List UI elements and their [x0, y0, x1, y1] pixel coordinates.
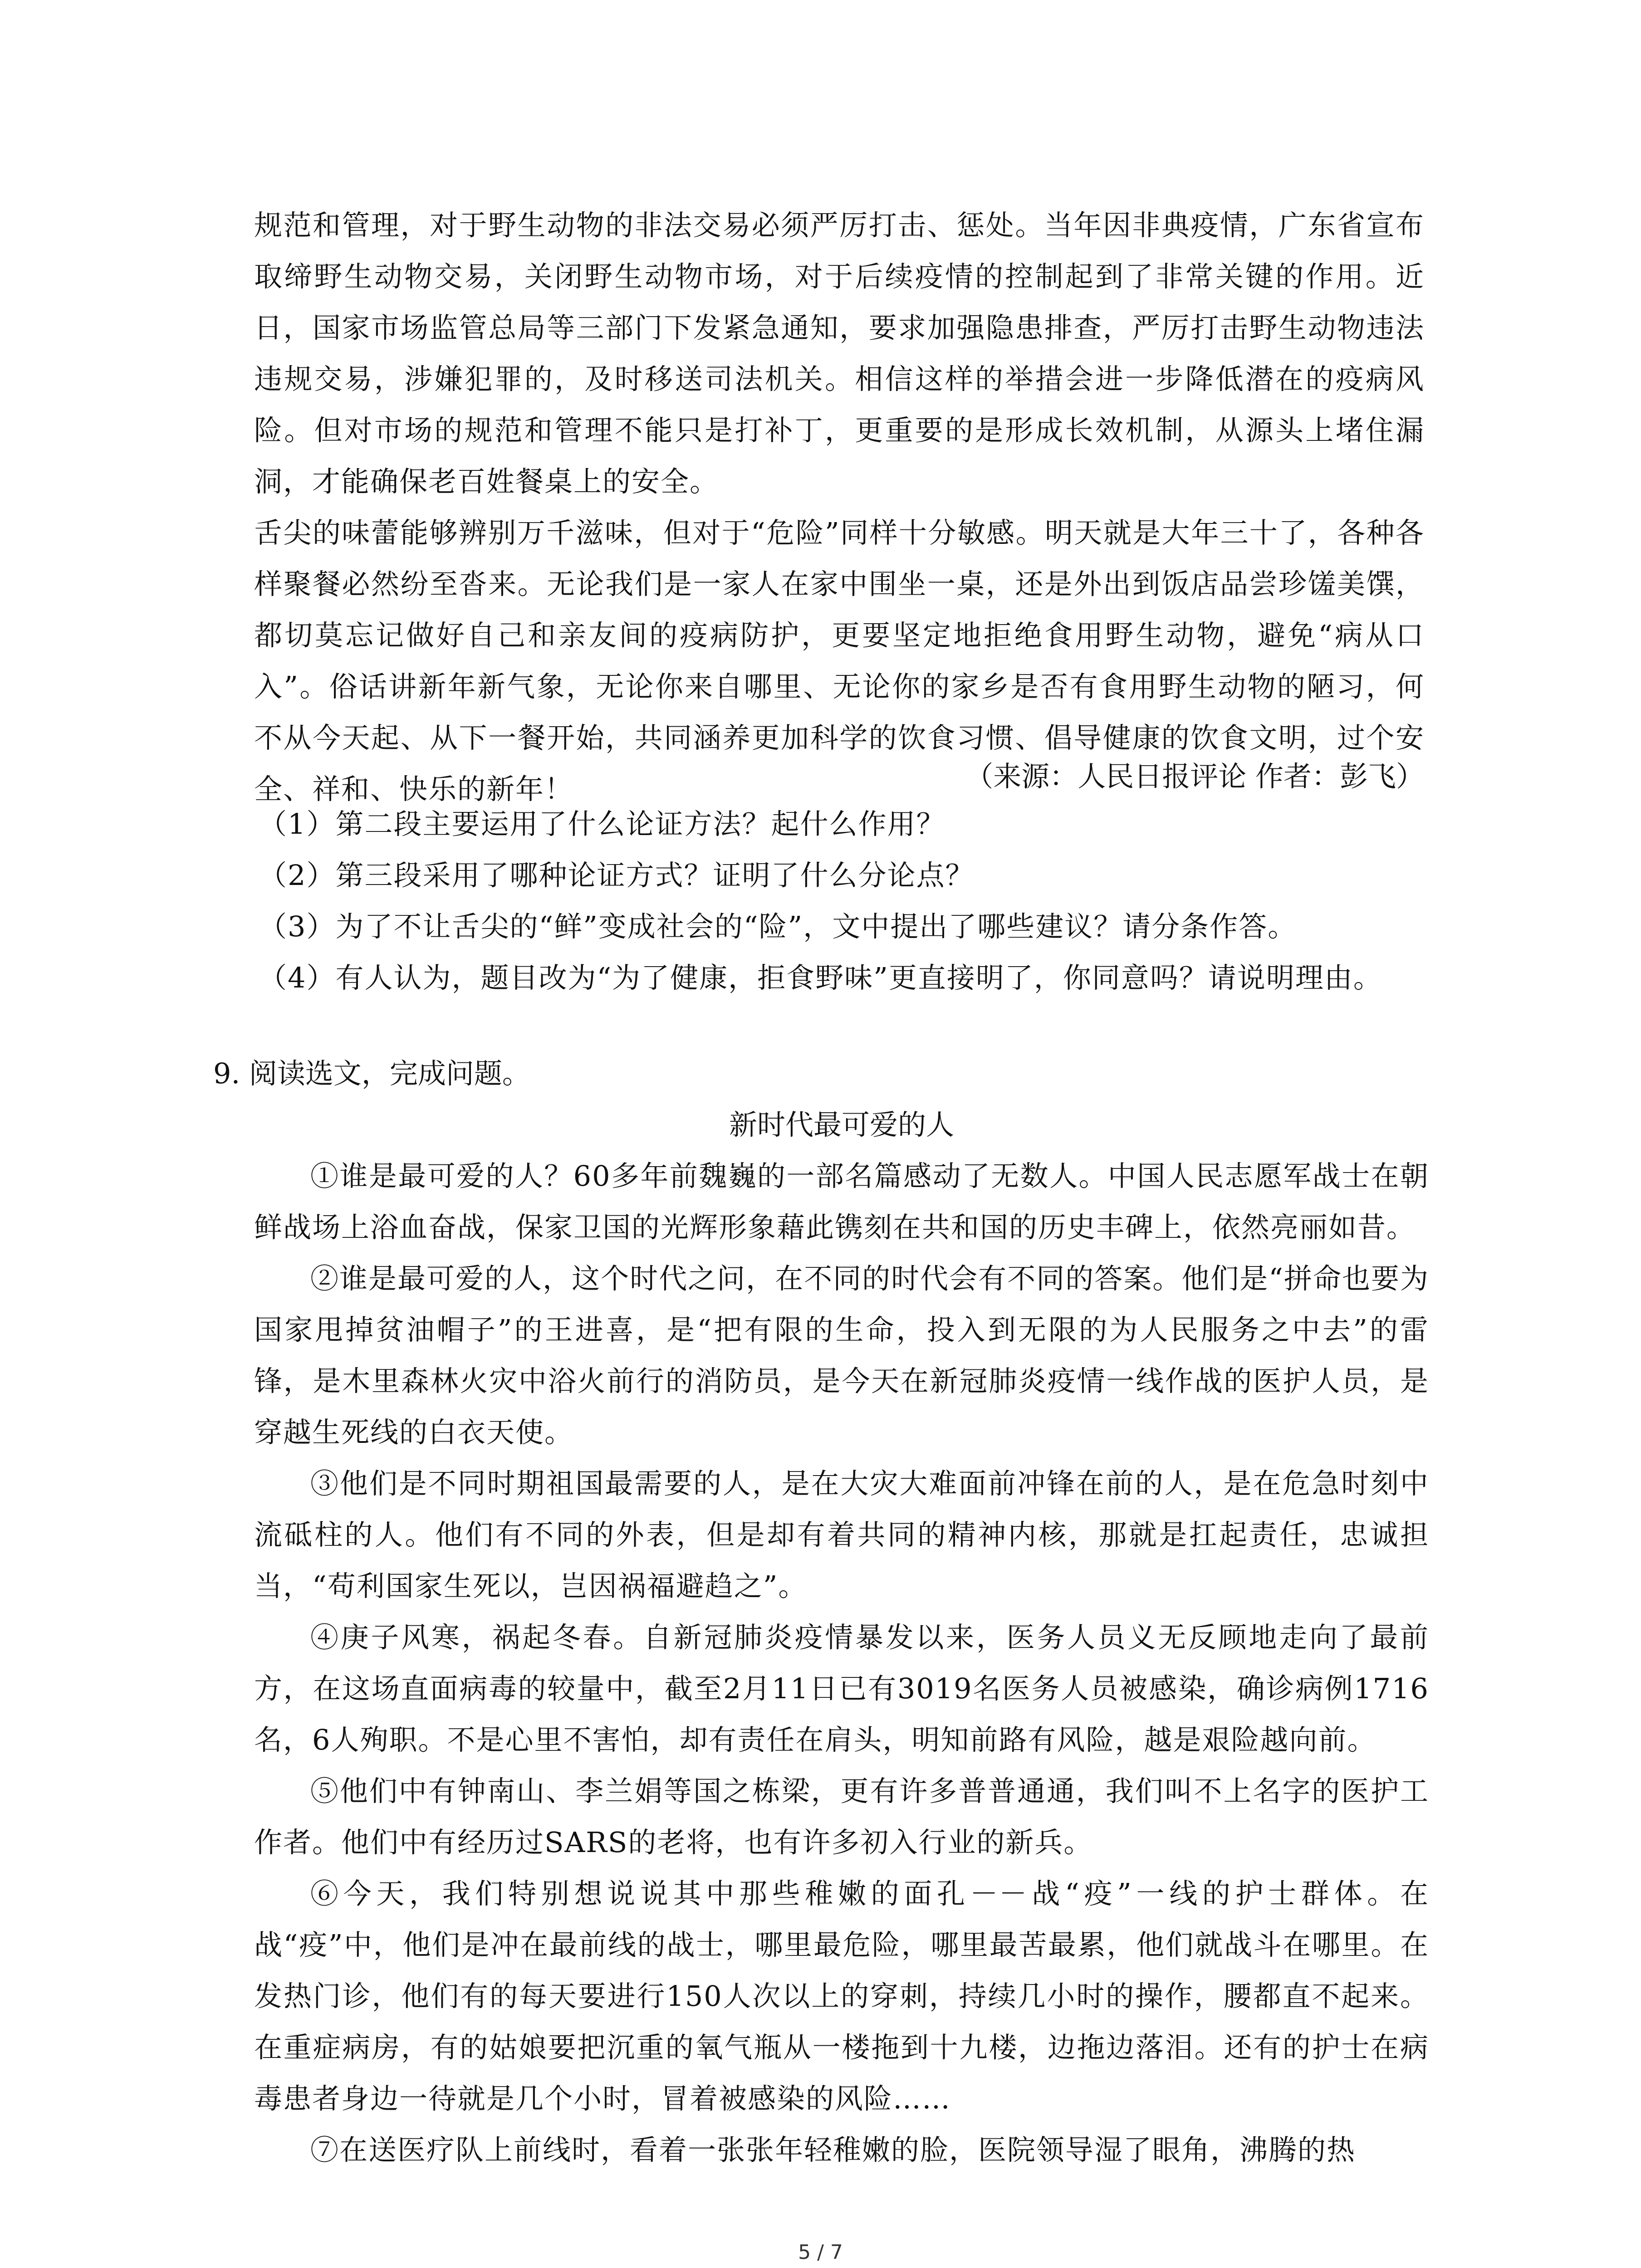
upper-text: [254, 200, 1425, 815]
source-attribution: （来源：人民日报评论 作者：彭飞）: [965, 760, 1424, 793]
paragraph-regulation: 规范和管理，对于野生动物的非法交易必须严厉打击、惩处。当年因非典疫情，广东省宣布取缔野生动物交易，关闭野生动物市场，对于后续疫情的控制起到了非常关键的作用。近日，国家市场监管总局等三部门下发紧急通知，要求加强隐患排查，严厉打击野生动物违法违规交易，涉嫌犯罪的，及时移送司法机关。相信这样的举措会进一步降低潜在的疫病风险。但对市场的规范和管理不能只是打补丁，更重要的是形成长效机制，从源头上堵住漏洞，才能确保老百姓餐桌上的安全。: [254, 209, 1425, 498]
article-paragraph-7: ⑦在送医疗队上前线时，看着一张张年轻稚嫩的脸，医院领导湿了眼角，沸腾的热: [310, 2133, 1356, 2166]
article-paragraph-6: ⑥今天，我们特别想说说其中那些稚嫩的面孔－－战“疫”一线的护士群体。在战“疫”中，他们是冲在最前线的战士，哪里最危险，哪里最苦最累，他们就战斗在哪里。在发热门诊，他们有的每天要进行150人次以上的穿刺，持续几小时的操作，腰都直不起来。在重症病房，有的姑娘要把沉重的氧气瓶从一楼拖到十九楼，边拖边落泪。还有的护士在病毒患者身边一待就是几个小时，冒着被感染的风险……: [254, 1877, 1429, 2115]
article-paragraph-4: ④庚子风寒，祸起冬春。自新冠肺炎疫情暴发以来，医务人员义无反顾地走向了最前方，在这场直面病毒的较量中，截至2月11日已有3019名医务人员被感染，确诊病例1716名，6人殉职。不是心里不害怕，却有责任在肩头，明知前路有风险，越是艰险越向前。: [254, 1621, 1429, 1756]
article-paragraph-1: ①谁是最可爱的人？60多年前魏巍的一部名篇感动了无数人。中国人民志愿军战士在朝鲜战场上浴血奋战，保家卫国的光辉形象藉此镌刻在共和国的历史丰碑上，依然亮丽如昔。: [254, 1159, 1429, 1244]
question-1: （1）第二段主要运用了什么论证方法？起什么作用？: [259, 807, 945, 841]
article-title: 新时代最可爱的人: [729, 1108, 954, 1141]
section-9-heading: 9. 阅读选文，完成问题。: [213, 1057, 530, 1090]
section-9: [213, 1048, 1429, 2175]
question-list: [259, 798, 1429, 1003]
question-2: （2）第三段采用了哪种论证方式？证明了什么分论点？: [259, 859, 975, 892]
page-number: 5 / 7: [798, 2241, 843, 2264]
article-body: [254, 1150, 1429, 2175]
article-paragraph-2: ②谁是最可爱的人，这个时代之问，在不同的时代会有不同的答案。他们是“拼命也要为国家甩掉贫油帽子”的王进喜，是“把有限的生命，投入到无限的为人民服务之中去”的雷锋，是木里森林火灾中浴火前行的消防员，是今天在新冠肺炎疫情一线作战的医护人员，是穿越生死线的白衣天使。: [254, 1262, 1429, 1449]
paragraph-taste-danger: 舌尖的味蕾能够辨别万千滋味，但对于“危险”同样十分敏感。明天就是大年三十了，各种各样聚餐必然纷至沓来。无论我们是一家人在家中围坐一桌，还是外出到饭店品尝珍馐美馔，都切莫忘记做好自己和亲友间的疫病防护，更要坚定地拒绝食用野生动物，避免“病从口入”。俗话讲新年新气象，无论你来自哪里、无论你的家乡是否有食用野生动物的陋习，何不从今天起、从下一餐开始，共同涵养更加科学的饮食习惯、倡导健康的饮食文明，过个安全、祥和、快乐的新年！: [254, 516, 1425, 806]
article-paragraph-3: ③他们是不同时期祖国最需要的人，是在大灾大难面前冲锋在前的人，是在危急时刻中流砥柱的人。他们有不同的外表，但是却有着共同的精神内核，那就是扛起责任，忠诚担当，“苟利国家生死以，岂因祸福避趋之”。: [254, 1467, 1429, 1603]
question-3: （3）为了不让舌尖的“鲜”变成社会的“险”，文中提出了哪些建议？请分条作答。: [259, 910, 1297, 943]
article-paragraph-5: ⑤他们中有钟南山、李兰娟等国之栋梁，更有许多普普通通，我们叫不上名字的医护工作者。他们中有经历过SARS的老将，也有许多初入行业的新兵。: [254, 1774, 1429, 1859]
question-4: （4）有人认为，题目改为“为了健康，拒食野味”更直接明了，你同意吗？请说明理由。: [259, 961, 1382, 994]
